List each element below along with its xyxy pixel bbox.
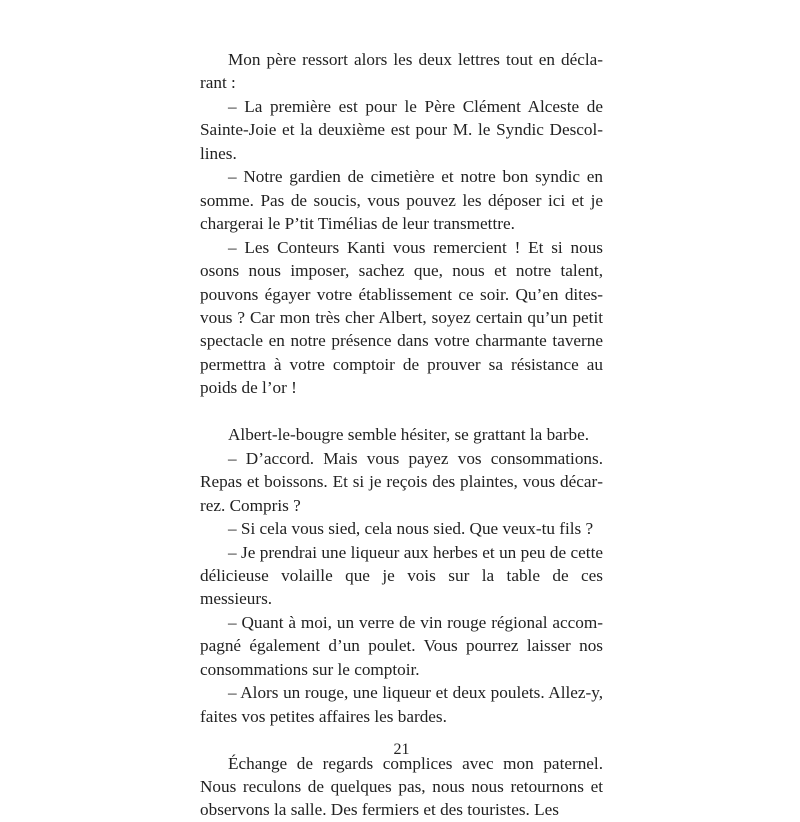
paragraph: – D’accord. Mais vous payez vos consommations. Repas et boissons. Et si je reçois des plaintes, vous décarrez. Compris ? bbox=[200, 448, 603, 515]
paragraph: Échange de regards complices avec mon paternel. Nous reculons de quelques pas, nous nous retournons et observons la salle. Des fermiers et des touristes. Les bbox=[200, 753, 603, 820]
paragraph: – Alors un rouge, une liqueur et deux poulets. Allez-y, faites vos petites affaires les bardes. bbox=[200, 683, 603, 726]
paragraph: – Notre gardien de cimetière et notre bon syndic en somme. Pas de soucis, vous pouvez les déposer ici et je chargerai le P’tit Timélias de leur transmettre. bbox=[200, 167, 603, 234]
paragraph: – Quant à moi, un verre de vin rouge régional accompagné également d’un poulet. Vous pourrez laisser nos consommations sur le comptoir. bbox=[200, 612, 603, 679]
paragraph: – Je prendrai une liqueur aux herbes et un peu de cette délicieuse volaille que je vois sur la table de ces messieurs. bbox=[200, 542, 603, 609]
page-body bbox=[200, 48, 603, 822]
paragraph: Albert-le-bougre semble hésiter, se grattant la barbe. bbox=[228, 425, 590, 445]
page-number: 21 bbox=[393, 741, 410, 758]
paragraph: – Si cela vous sied, cela nous sied. Que veux-tu fils ? bbox=[228, 519, 594, 539]
section-break bbox=[200, 400, 603, 423]
paragraph: – Les Conteurs Kanti vous remercient ! Et si nous osons nous imposer, sachez que, nous et notre talent, pouvons égayer votre établissement ce soir. Qu’en dites-vous ? Car mon très cher Albert, soyez certain qu’un petit spectacle en notre présence dans votre charmante taverne permettra à votre comptoir de prouver sa résistance au poids de l’or ! bbox=[200, 237, 603, 398]
paragraph: Mon père ressort alors les deux lettres tout en déclarant : bbox=[200, 50, 603, 93]
paragraph: – La première est pour le Père Clément Alceste de Sainte-Joie et la deuxième est pour M. le Syndic Descollines. bbox=[200, 96, 603, 163]
